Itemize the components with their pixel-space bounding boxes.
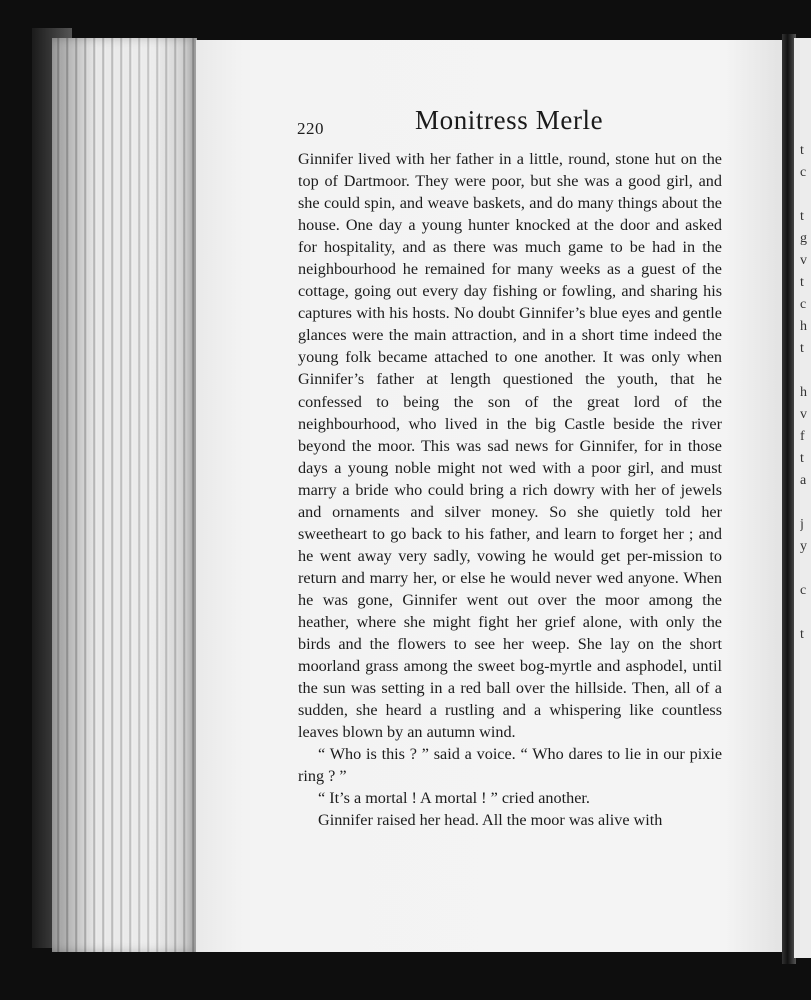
paragraph: “ Who is this ? ” said a voice. “ Who dares to lie in our pixie ring ? ”	[298, 745, 722, 786]
page-body-text	[298, 148, 722, 831]
running-head	[297, 105, 727, 145]
facing-page-letters: t c t g v t c h t h v f t a j y c t	[800, 143, 807, 642]
running-title: Monitress Merle	[415, 105, 604, 135]
paragraph: Ginnifer lived with her father in a little, round, stone hut on the top of Dartmoor. They were poor, but she was a good girl, and she could spin, and weave baskets, and do many things about the house. One day a young hunter knocked at the door and asked for hospitality, and as there was much game to be had in the neighbourhood he remained for many weeks as a guest of the cottage, going out every day fishing or fowling, and sharing his captures with his hosts. No doubt Ginnifer’s blue eyes and gentle glances were the main attraction, and in a short time indeed the young folk became attached to one another. It was only when Ginnifer’s father at length questioned the youth, that he confessed to being the son of the great lord of the neighbourhood, who lived in the big Castle beside the river beyond the moor. This was sad news for Ginnifer, for in those days a young noble might not wed with a poor girl, and must marry a bride who could bring a rich dowry with her of jewels and ornaments and silver money. So she quietly told her sweetheart to go back to his father, and learn to forget her ; and he went away very sadly, vowing he would get per-mission to return and marry her, or else he would never wed anyone. When he was gone, Ginnifer went out over the moor among the heather, where she might fight her grief alone, with only the birds and the flowers to see her weep. She lay on the short moorland grass among the sweet bog-myrtle and asphodel, until the sun was setting in a red ball over the hillside. Then, all of a sudden, she heard a rustling and a whispering like countless leaves blown by an autumn wind.	[298, 150, 722, 742]
paragraph: Ginnifer raised her head. All the moor was alive with	[318, 811, 663, 830]
paragraph: “ It’s a mortal ! A mortal ! ” cried another.	[318, 789, 590, 808]
page-stack-edges	[52, 38, 197, 952]
page-number: 220	[297, 119, 324, 138]
